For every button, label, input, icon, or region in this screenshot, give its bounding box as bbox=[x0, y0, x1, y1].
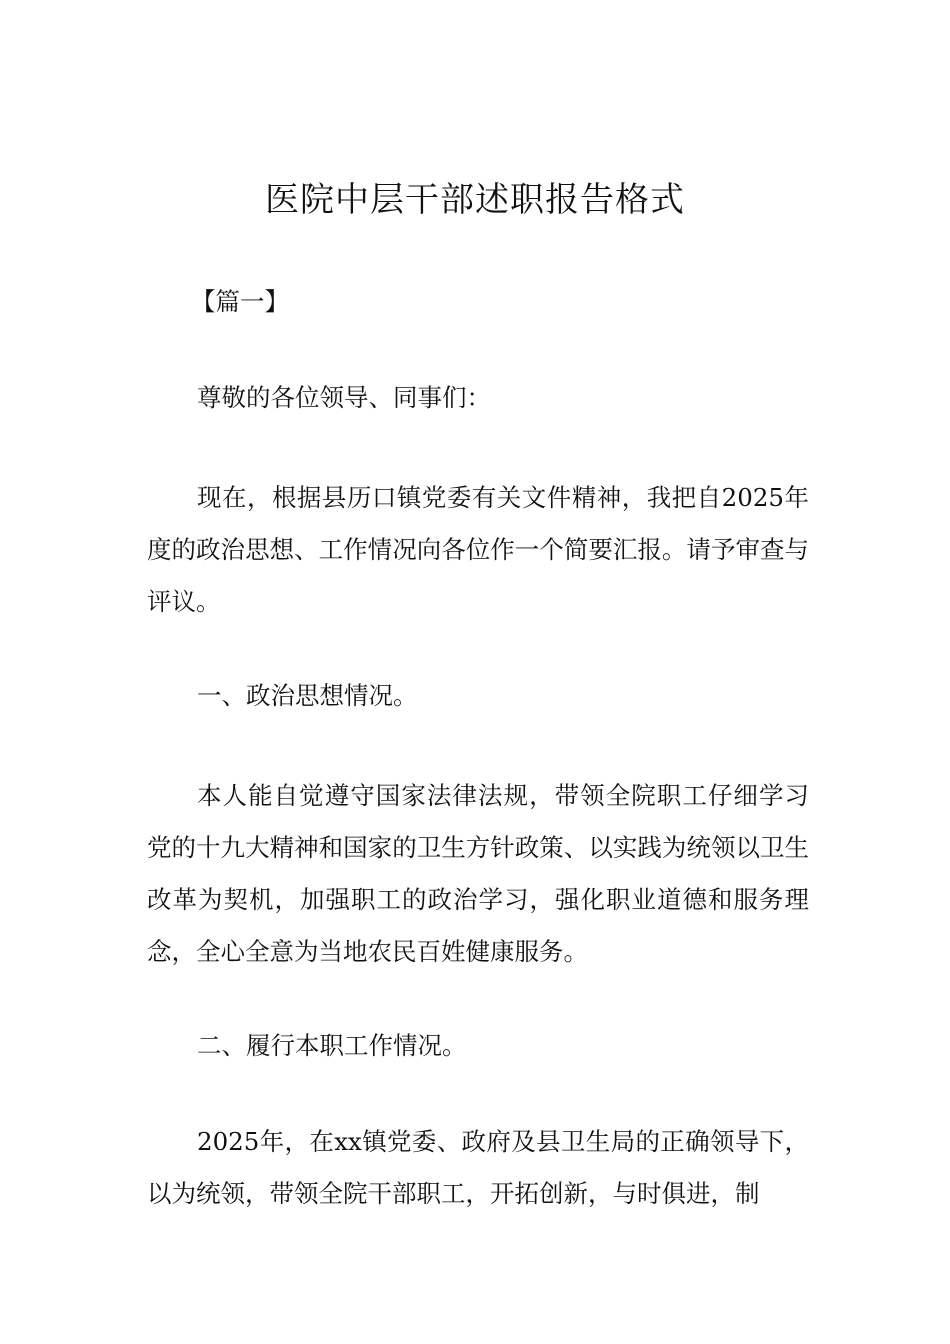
greeting-paragraph: 尊敬的各位领导、同事们： bbox=[197, 383, 491, 412]
section-heading-duties: 二、履行本职工作情况。 bbox=[197, 1031, 467, 1060]
section-label: 【篇一】 bbox=[191, 287, 289, 316]
intro-paragraph: 现在，根据县历口镇党委有关文件精神，我把自2025年度的政治思想、工作情况向各位作一个简要汇报。请予审查与评议。 bbox=[147, 483, 809, 616]
duties-paragraph: 2025年，在xx镇党委、政府及县卫生局的正确领导下，以为统领，带领全院干部职工，开拓创新，与时俱进，制 bbox=[147, 1127, 809, 1208]
section-heading-political: 一、政治思想情况。 bbox=[197, 681, 418, 710]
political-paragraph: 本人能自觉遵守国家法律法规，带领全院职工仔细学习党的十九大精神和国家的卫生方针政策、以实践为统领以卫生改革为契机，加强职工的政治学习，强化职业道德和服务理念，全心全意为当地农民百姓健康服务。 bbox=[147, 781, 809, 966]
document-title: 医院中层干部述职报告格式 bbox=[265, 180, 685, 220]
